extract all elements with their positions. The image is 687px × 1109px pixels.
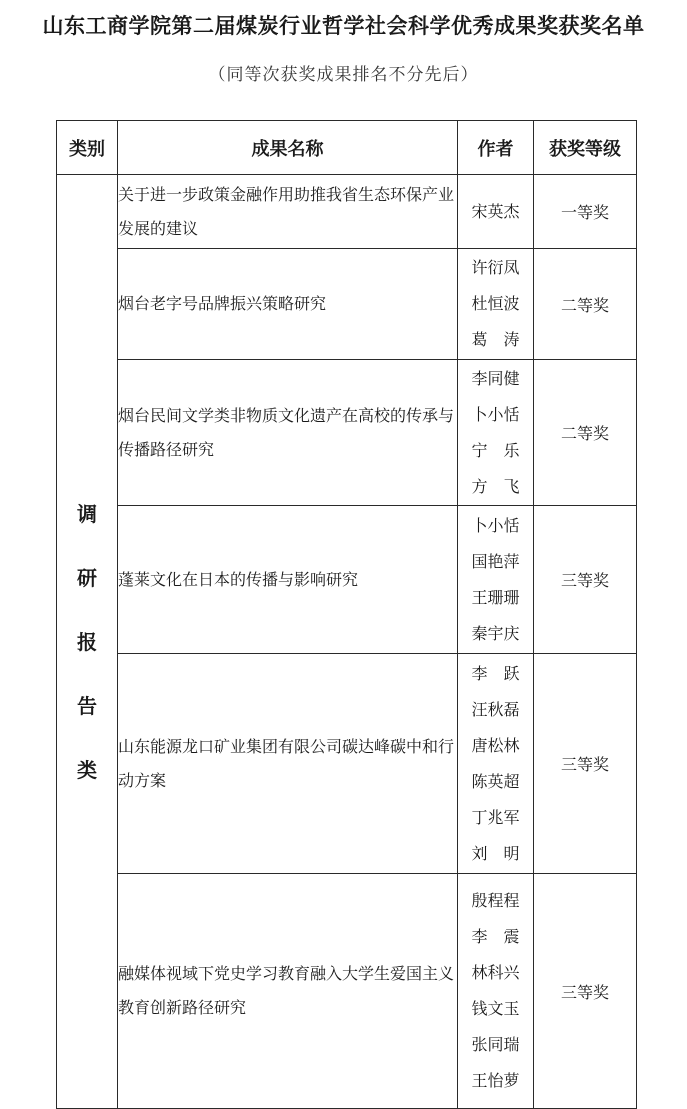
- level-cell: 二等奖: [534, 249, 637, 360]
- table-row: [57, 506, 637, 654]
- page-title: 山东工商学院第二届煤炭行业哲学社会科学优秀成果奖获奖名单: [42, 14, 645, 38]
- level-cell: 三等奖: [534, 654, 637, 874]
- author-name: 葛 涛: [471, 330, 520, 349]
- author-name: 陈英超: [471, 771, 520, 791]
- author-name: 秦宇庆: [471, 623, 520, 643]
- author-name: 钱文玉: [471, 999, 520, 1018]
- author-name: 卜小恬: [471, 404, 520, 424]
- author-name: 王怡萝: [471, 1071, 520, 1090]
- level-cell: 三等奖: [534, 506, 637, 654]
- author-name: 丁兆军: [471, 807, 520, 827]
- author-name: 刘 明: [471, 843, 520, 863]
- author-name: 林科兴: [471, 963, 520, 982]
- header-author: 作者: [458, 121, 534, 175]
- author-name: 国艳萍: [471, 551, 520, 571]
- table-row: [57, 874, 637, 1109]
- authors-cell: [458, 249, 534, 360]
- title-cell: 蓬莱文化在日本的传播与影响研究: [118, 506, 458, 654]
- author-name: 李 震: [471, 927, 520, 946]
- table-header-row: [57, 121, 637, 175]
- header-title: 成果名称: [118, 121, 458, 175]
- title-cell: 烟台民间文学类非物质文化遗产在高校的传承与传播路径研究: [118, 360, 458, 506]
- level-cell: 一等奖: [534, 175, 637, 249]
- author-name: 王珊珊: [471, 587, 520, 607]
- table-row: [57, 360, 637, 506]
- author-name: 李 跃: [471, 663, 520, 683]
- title-cell: 融媒体视域下党史学习教育融入大学生爱国主义教育创新路径研究: [118, 874, 458, 1109]
- table-row: [57, 175, 637, 249]
- authors-cell: [458, 506, 534, 654]
- author-name: 许衍凤: [471, 258, 520, 277]
- category-label: 调研报告类: [77, 501, 97, 782]
- page-subtitle: （同等次获奖成果排名不分先后）: [208, 65, 479, 85]
- category-cell: [57, 175, 118, 1109]
- authors-cell: [458, 360, 534, 506]
- author-name: 方 飞: [471, 476, 520, 496]
- author-name: 张同瑞: [471, 1035, 520, 1054]
- author-name: 李同健: [471, 368, 520, 388]
- level-cell: 三等奖: [534, 874, 637, 1109]
- authors-cell: [458, 874, 534, 1109]
- author-name: 唐松林: [471, 735, 520, 755]
- header-category: 类别: [57, 121, 118, 175]
- title-cell: 烟台老字号品牌振兴策略研究: [118, 249, 458, 360]
- level-cell: 二等奖: [534, 360, 637, 506]
- header-level: 获奖等级: [534, 121, 637, 175]
- title-cell: 关于进一步政策金融作用助推我省生态环保产业发展的建议: [118, 175, 458, 249]
- author-name: 宁 乐: [471, 440, 520, 460]
- awards-table: [56, 120, 637, 1109]
- authors-cell: [458, 654, 534, 874]
- author-name: 宋英杰: [471, 201, 520, 221]
- title-cell: 山东能源龙口矿业集团有限公司碳达峰碳中和行动方案: [118, 654, 458, 874]
- author-name: 杜恒波: [471, 294, 520, 313]
- author-name: 卜小恬: [471, 515, 520, 535]
- author-name: 汪秋磊: [471, 699, 520, 719]
- author-name: 殷程程: [471, 891, 520, 910]
- authors-cell: [458, 175, 534, 249]
- table-row: [57, 654, 637, 874]
- table-row: [57, 249, 637, 360]
